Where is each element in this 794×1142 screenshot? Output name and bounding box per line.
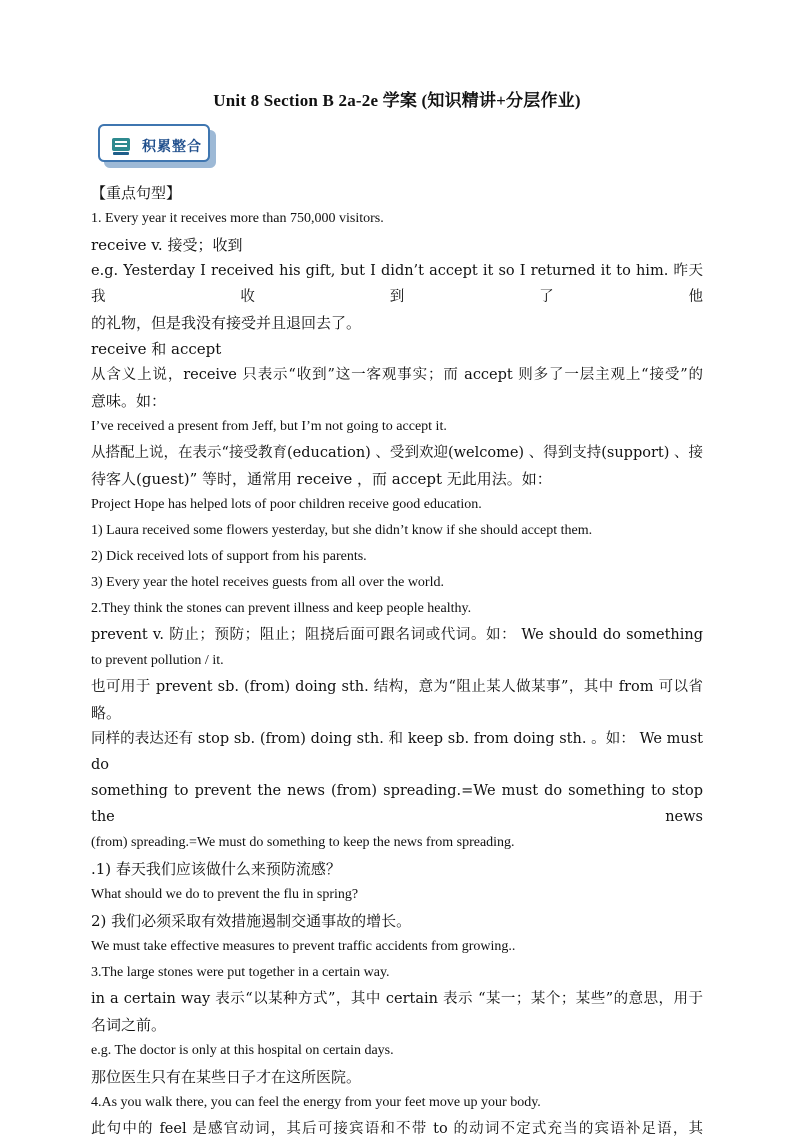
text-line: We must take effective measures to prevent traffic accidents from growing..	[91, 939, 516, 954]
text-line: something to prevent the news (from) spreading.=We must do something to stop the news	[91, 783, 703, 825]
text-line: 【重点句型】	[91, 184, 182, 202]
book-icon	[110, 135, 132, 157]
text-line: 同样的表达还有 stop sb. (from) doing sth. 和 keep sb. from doing sth. 。如： We must do	[91, 731, 703, 773]
text-line: Project Hope has helped lots of poor children receive good education.	[91, 497, 482, 512]
text-line: e.g. Yesterday I received his gift, but I didn’t accept it so I returned it to him. 昨天我收到了他	[91, 263, 703, 305]
document-body	[91, 180, 703, 1142]
text-line: 2) Dick received lots of support from his parents.	[91, 549, 367, 564]
text-line: 意味。如：	[91, 392, 167, 410]
text-line: 待客人(guest)” 等时，通常用 receive ，而 accept 无此用法。如：	[91, 470, 552, 488]
text-line: receive v. 接受；收到	[91, 236, 243, 254]
text-line: .1) 春天我们应该做什么来预防流感？	[91, 860, 341, 878]
text-line: 名词之前。	[91, 1016, 167, 1034]
text-line: 3) Every year the hotel receives guests from all over the world.	[91, 575, 444, 590]
text-line: (from) spreading.=We must do something to keep the news from spreading.	[91, 835, 515, 850]
text-line: 从搭配上说，在表示“接受教育(education) 、受到欢迎(welcome) 、得到支持(support) 、接	[91, 445, 703, 461]
text-line: 4.As you walk there, you can feel the energy from your feet move up your body.	[91, 1095, 541, 1110]
text-line: 1) Laura received some flowers yesterday, but she didn’t know if she should accept them.	[91, 523, 593, 538]
text-line: to prevent pollution / it.	[91, 653, 224, 668]
text-line: 此句中的 feel 是感官动词，其后可接宾语和不带 to 的动词不定式充当的宾语补足语，其	[91, 1121, 703, 1137]
badge-card	[98, 124, 210, 162]
text-line: 也可用于 prevent sb. (from) doing sth. 结构，意为“阻止某人做某事”，其中 from 可以省	[91, 679, 703, 695]
text-line: 2.They think the stones can prevent illness and keep people healthy.	[91, 601, 472, 616]
badge-label: 积累整合	[142, 139, 202, 155]
text-line: 3.The large stones were put together in a certain way.	[91, 965, 390, 980]
text-line: receive 和 accept	[91, 340, 222, 358]
text-line: What should we do to prevent the flu in spring?	[91, 887, 359, 902]
text-line: 1. Every year it receives more than 750,000 visitors.	[91, 211, 384, 226]
text-line: 的礼物，但是我没有接受并且退回去了。	[91, 314, 362, 332]
text-line: e.g. The doctor is only at this hospital on certain days.	[91, 1043, 394, 1058]
document-title: Unit 8 Section B 2a-2e 学案 (知识精讲+分层作业)	[213, 91, 581, 110]
text-line: I’ve received a present from Jeff, but I’m not going to accept it.	[91, 419, 447, 434]
text-line: in a certain way 表示“以某种方式”，其中 certain 表示 “某一；某个；某些”的意思，用于	[91, 991, 703, 1007]
section-badge	[98, 122, 218, 170]
text-line: 那位医生只有在某些日子才在这所医院。	[91, 1068, 362, 1086]
text-line: 2) 我们必须采取有效措施遏制交通事故的增长。	[91, 912, 412, 930]
text-line: 略。	[91, 704, 122, 722]
text-line: prevent v. 防止；预防；阻止；阻挠后面可跟名词或代词。如： We should do something	[91, 627, 703, 643]
text-line: 从含义上说，receive 只表示“收到”这一客观事实；而 accept 则多了一层主观上“接受”的	[91, 367, 703, 383]
